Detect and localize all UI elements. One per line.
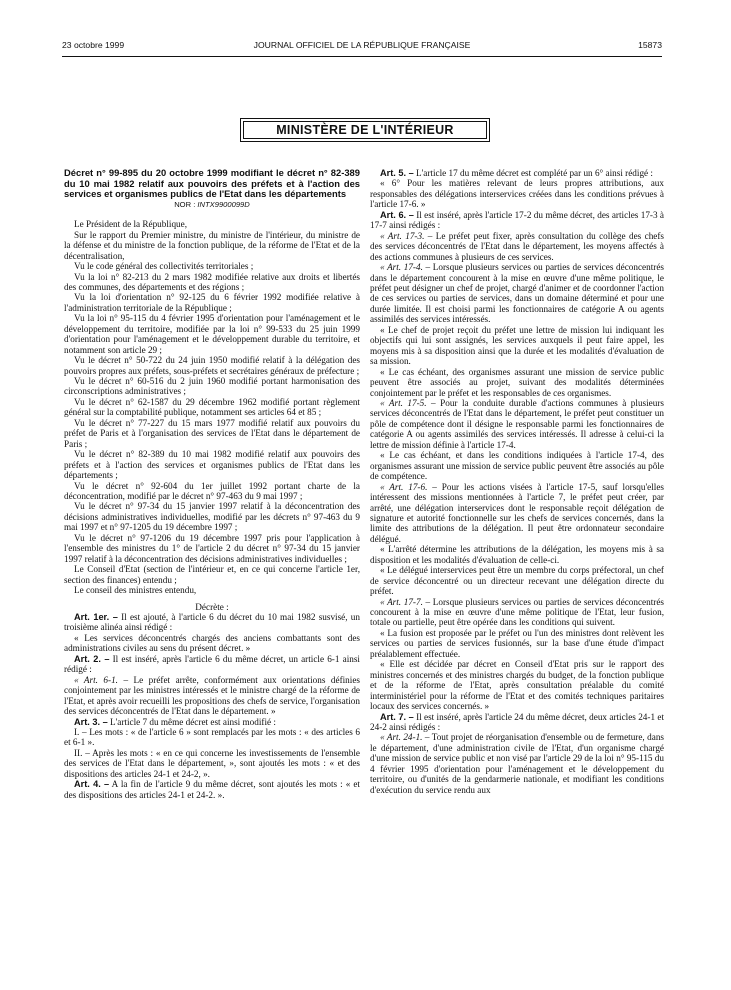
article-paragraph (64, 717, 360, 727)
preamble-paragraph: Vu le décret n° 50-722 du 24 juin 1950 modifié relatif à la délégation des pouvoirs propres aux préfets, sous-préfets et secrétaires généraux de préfecture ; (64, 355, 360, 376)
article-body: A la fin de l'article 9 du même décret, sont ajoutés les mots : « et des dispositions des articles 24-1 et 24-2. ». (64, 779, 360, 800)
preamble-paragraph: Le Président de la République, (74, 219, 188, 230)
article-text (370, 544, 664, 565)
article-body: L'article 17 du même décret est complété par un 6° ainsi rédigé : (413, 168, 653, 178)
article-label: Art. 4. – (74, 779, 110, 790)
article-text (370, 565, 664, 596)
article-body: « L'arrêté détermine les attributions de la délégation, les moyens mis à sa disposition et les modalités d'évaluation de celle-ci. (370, 544, 664, 565)
article-label: Art. 6. – (380, 209, 414, 220)
article-body: « Le délégué interservices peut être un membre du corps préfectoral, un chef de service déconcentré ou un directeur recevant une délégation directe du préfet. (370, 565, 664, 597)
preamble-paragraph: Vu le décret n° 97-34 du 15 janvier 1997 relatif à la déconcentration des décisions administratives individuelles, modifié par les décrets n° 97-463 du 9 mai 1997 et n° 97-1205 du 19 décembre 1997 ; (64, 501, 360, 533)
preamble-paragraph: Vu la loi n° 82-213 du 2 mars 1982 modifiée relative aux droits et libertés des communes, des départements et des régions ; (64, 271, 360, 292)
decrete-heading: Décrète : (195, 601, 229, 612)
article-body: – Pour les actions visées à l'article 17-5, sauf lorsqu'elles intéressent des missions mentionnées à l'article 7, le préfet peut créer, par arrêté, une délégation interservices dont le responsable reçoit délégation de signature et autorité fonctionnelle sur les chefs de services concernés, dans la limite des attributions de la délégation. Il peut être ordonnateur secondaire délégué. (370, 481, 664, 544)
header-rule (62, 56, 662, 57)
preamble-paragraph: Vu le décret n° 82-389 du 10 mai 1982 modifié relatif aux pouvoirs des préfets et à l'action des services et organismes publics de l'Etat dans les départements ; (64, 449, 360, 481)
article-text (64, 633, 360, 654)
article-body: Il est ajouté, à l'article 6 du décret du 10 mai 1982 susvisé, un troisième alinéa ainsi rédigé : (64, 612, 360, 633)
quoted-article-label: « Art. 24-1. (380, 732, 423, 743)
article-body: – Le préfet arrête, conformément aux orientations définies conjointement par les ministres intéressés et le ministre chargé de la réforme de l'Etat, et après avoir recueilli les propositions des chefs de service, l'organisation des services déconcentrés de l'Etat dans le département. » (64, 674, 360, 717)
nor-code: INTX9900099D (197, 199, 250, 209)
preamble-paragraph: Vu le décret n° 60-516 du 2 juin 1960 modifié portant harmonisation des circonscriptions administratives ; (64, 376, 360, 397)
article-paragraph (64, 654, 360, 675)
quoted-article-label: « Art. 17-3. (380, 230, 425, 241)
article-body: – Le préfet peut fixer, après consultation du collège des chefs des services déconcentrés de l'Etat dans le département, les moyens affectés à des actions communes à plusieurs de ces services. (370, 230, 665, 262)
article-body: « Elle est décidée par décret en Conseil d'Etat pris sur le rapport des ministres concernés et des ministres chargés du budget, de la fonction publique et de la réforme de l'Etat, après consultation préalable du comité interministériel pour la réforme de l'Etat et des comités techniques paritaires locaux des services concernés. » (370, 659, 664, 712)
preamble (64, 219, 360, 595)
article-text (370, 450, 664, 481)
article-text (370, 597, 664, 628)
quoted-article-label: « Art. 17-6. (380, 481, 428, 492)
article-paragraph (370, 168, 664, 178)
article-text (370, 367, 664, 398)
article-text (64, 675, 360, 717)
journal-title: JOURNAL OFFICIEL DE LA RÉPUBLIQUE FRANÇAISE (253, 40, 471, 50)
article-text (370, 628, 664, 659)
article-label: Art. 2. – (74, 653, 110, 664)
nor-reference (64, 200, 360, 210)
article-text (370, 231, 664, 262)
preamble-paragraph: Vu le décret n° 97-1206 du 19 décembre 1997 pris pour l'application à l'ensemble des ministres du 1° de l'article 2 du décret n° 97-34 du 15 janvier 1997 relatif à la déconcentration des décisions administratives individuelles ; (64, 532, 360, 564)
article-body: Il est inséré, après l'article 17-2 du même décret, des articles 17-3 à 17-7 ainsi rédigés : (370, 209, 664, 231)
issue-date: 23 octobre 1999 (62, 40, 125, 50)
article-text (64, 727, 360, 748)
article-label: Art. 3. – (74, 716, 108, 727)
nor-label: NOR : (174, 199, 198, 209)
preamble-paragraph: Le conseil des ministres entendu, (74, 585, 197, 596)
article-paragraph (64, 612, 360, 633)
right-column (370, 168, 664, 795)
article-label: Art. 1er. – (74, 612, 118, 622)
article-body: « Le cas échéant, des organismes assurant une mission de service public peuvent être associés au projet, suivant des modalités déterminées conjointement par le préfet et les responsables de ces organismes. (370, 366, 664, 398)
preamble-paragraph: Le Conseil d'Etat (section de l'intérieur et, en ce qui concerne l'article 1er, section des finances) entendu ; (64, 564, 360, 585)
preamble-paragraph: Vu le décret n° 62-1587 du 29 décembre 1962 modifié portant règlement général sur la comptabilité publique, notamment ses articles 64 et 85 ; (64, 396, 360, 418)
preamble-paragraph: Vu le décret n° 92-604 du 1er juillet 1992 portant charte de la déconcentration, modifié par le décret n° 97-463 du 9 mai 1997 ; (64, 480, 360, 502)
ministry-heading: MINISTÈRE DE L'INTÉRIEUR (243, 121, 487, 139)
article-text (370, 659, 664, 711)
article-body: L'article 7 du même décret est ainsi modifié : (107, 716, 276, 727)
preamble-paragraph: Vu la loi n° 95-115 du 4 février 1995 d'orientation pour l'aménagement et le développement du territoire, modifiée par la loi n° 99-533 du 25 juin 1999 d'orientation pour l'aménagement et le développement durable du territoire, et notamment son article 29 ; (64, 313, 360, 355)
article-body: – Pour la conduite durable d'actions communes à plusieurs services déconcentrés de l'Etat dans le département, le préfet peut constituer un pôle de compétence dont il désigne le responsable parmi les fonctionnaires de catégorie A ou agents assimilés des services intéressés. Il adresse à celui-ci la lettre de mission définie à l'article 17-4. (370, 397, 664, 450)
preamble-paragraph: Vu le décret n° 77-227 du 15 mars 1977 modifié relatif aux pouvoirs du préfet de Paris et à l'organisation des services de l'Etat dans le département de Paris ; (64, 417, 360, 449)
article-text (370, 732, 664, 795)
quoted-article-label: « Art. 17-4. (380, 262, 423, 273)
ministry-heading-box (240, 118, 490, 142)
preamble-paragraph: Sur le rapport du Premier ministre, du ministre de l'intérieur, du ministre de la défense et du ministre de la fonction publique, de la réforme de l'Etat et de la décentralisation, (64, 229, 360, 261)
article-text (370, 398, 664, 450)
article-body: « 6° Pour les matières relevant de leurs propres attributions, aux responsables des délégations interservices créées dans les conditions prévues à l'article 17-6. » (370, 178, 664, 210)
left-articles (64, 612, 360, 800)
article-body: Il est inséré, après l'article 6 du même décret, un article 6-1 ainsi rédigé : (64, 653, 360, 675)
article-body: – Tout projet de réorganisation d'ensemble ou de fermeture, dans le département, d'une administration civile de l'Etat, d'un organisme chargé d'une mission de service public et non visé par l'article 29 de la loi n° 95-115 du 4 février 1995 d'orientation pour l'aménagement et le développement du territoire, ou d'unités de la gendarmerie nationale, et modifiant les conditions d'exécution du service rendu aux (370, 732, 664, 795)
article-label: Art. 5. – (380, 168, 414, 178)
article-text (370, 482, 664, 545)
right-articles (370, 168, 664, 795)
article-body: – Lorsque plusieurs services ou parties de services déconcentrés concourent à la mise en œuvre d'une même politique de l'Etat, leur fusion, totale ou partielle, peut être opérée dans les conditions qui suivent. (370, 596, 664, 628)
page-number: 15873 (638, 40, 662, 50)
article-body: « Le cas échéant, et dans les conditions indiquées à l'article 17-4, des organismes assurant une mission de service public peuvent être associés au pôle de compétence. (370, 450, 665, 482)
article-label: Art. 7. – (380, 711, 414, 722)
article-text (370, 262, 664, 325)
article-body: « La fusion est proposée par le préfet ou l'un des ministres dont relèvent les services ou parties de services fusionnés, sur la base d'une étude d'impact préalablement effectuée. (370, 627, 664, 659)
preamble-paragraph: Vu le code général des collectivités territoriales ; (74, 261, 254, 272)
article-text (370, 178, 664, 209)
running-head (62, 40, 662, 54)
article-paragraph (64, 779, 360, 800)
left-column (64, 168, 360, 800)
quoted-article-label: « Art. 17-7. (380, 596, 423, 607)
article-body: « Les services déconcentrés chargés des anciens combattants sont des administrations civiles au sens du présent décret. » (64, 632, 360, 654)
article-body: II. – Après les mots : « en ce qui concerne les investissements de l'ensemble des services de l'Etat dans le département, », sont ajoutés les mots : « et des dispositions des articles 24-1 et 24-2, ». (64, 747, 360, 779)
article-paragraph (370, 712, 664, 733)
decree-title: Décret n° 99-895 du 20 octobre 1999 modifiant le décret n° 82-389 du 10 mai 1982 relatif aux pouvoirs des préfets et à l'action des services et organismes publics de l'Etat dans les départements (64, 167, 360, 200)
quoted-article-label: « Art. 17-5. (380, 397, 427, 408)
article-text (370, 325, 664, 367)
article-body: Il est inséré, après l'article 24 du même décret, deux articles 24-1 et 24-2 ainsi rédigés : (370, 711, 665, 733)
article-body: « Le chef de projet reçoit du préfet une lettre de mission lui indiquant les objectifs qui lui sont assignés, les services auxquels il peut faire appel, les moyens mis à sa disposition ainsi que la durée et les modalités d'évaluation de sa mission. (370, 324, 664, 367)
preamble-paragraph: Vu la loi d'orientation n° 92-125 du 6 février 1992 modifiée relative à l'administration territoriale de la République ; (64, 292, 360, 313)
article-paragraph (370, 210, 664, 231)
article-body: – Lorsque plusieurs services ou parties de services déconcentrés dans le département concourent à la mise en œuvre d'une même politique, le préfet peut désigner un chef de projet, chargé d'animer et de coordonner l'action de ces services ou parties de services, dans un domaine déterminé et pour une durée limitée. Il est choisi parmi les fonctionnaires de catégorie A ou agents assimilés des services intéressés. (370, 262, 664, 325)
article-body: I. – Les mots : « de l'article 6 » sont remplacés par les mots : « des articles 6 et 6-1 ». (64, 726, 360, 748)
article-text (64, 748, 360, 779)
quoted-article-label: « Art. 6-1. (74, 674, 118, 685)
